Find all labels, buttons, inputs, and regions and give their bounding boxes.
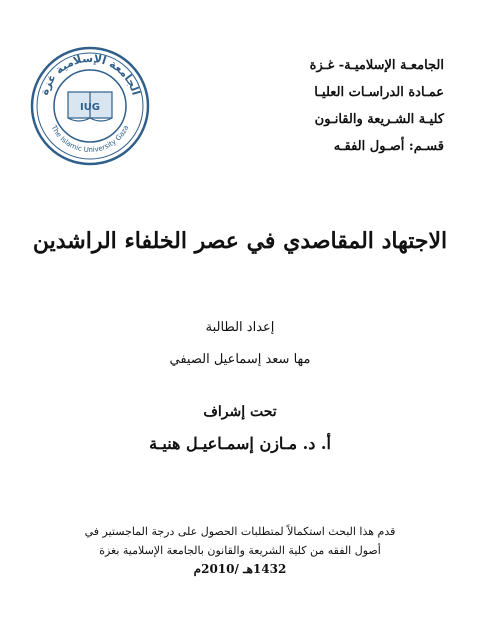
prepared-by-label: إعداد الطالبة [205, 320, 275, 335]
university-seal-icon [28, 44, 152, 168]
supervisor-name: أ. د. مـازن إسمـاعيـل هنيـة [149, 434, 331, 453]
institution-header [244, 52, 444, 160]
seal-english-text: The Islamic University Gaza [49, 124, 131, 155]
student-name: مها سعد إسماعيل الصيفي [169, 352, 311, 367]
seal-book-letters: IUG [79, 102, 101, 113]
university-name: الجامعـة الإسلاميـة- غـزة [309, 58, 444, 73]
supervision-label: تحت إشراف [203, 404, 277, 420]
thesis-date: 1432هـ /2010م [193, 562, 287, 576]
seal-arabic-text: الجامعة الإسلامية غزة [37, 51, 143, 97]
thesis-title: الاجتهاد المقاصدي في عصر الخلفاء الراشدين [32, 228, 448, 254]
thesis-submission-note: قدم هذا البحث استكمالاً لمتطلبات الحصول على درجة الماجستير في أصول الفقه من كلية الشريعة والقانون بالجامعة الإسلامية بغزة [84, 525, 396, 557]
department-name: قسـم: أصـول الفقـه [333, 139, 444, 154]
faculty-name: كليـة الشـريعة والقانـون [314, 112, 444, 127]
deanship-name: عمـادة الدراسـات العليـا [314, 85, 444, 100]
